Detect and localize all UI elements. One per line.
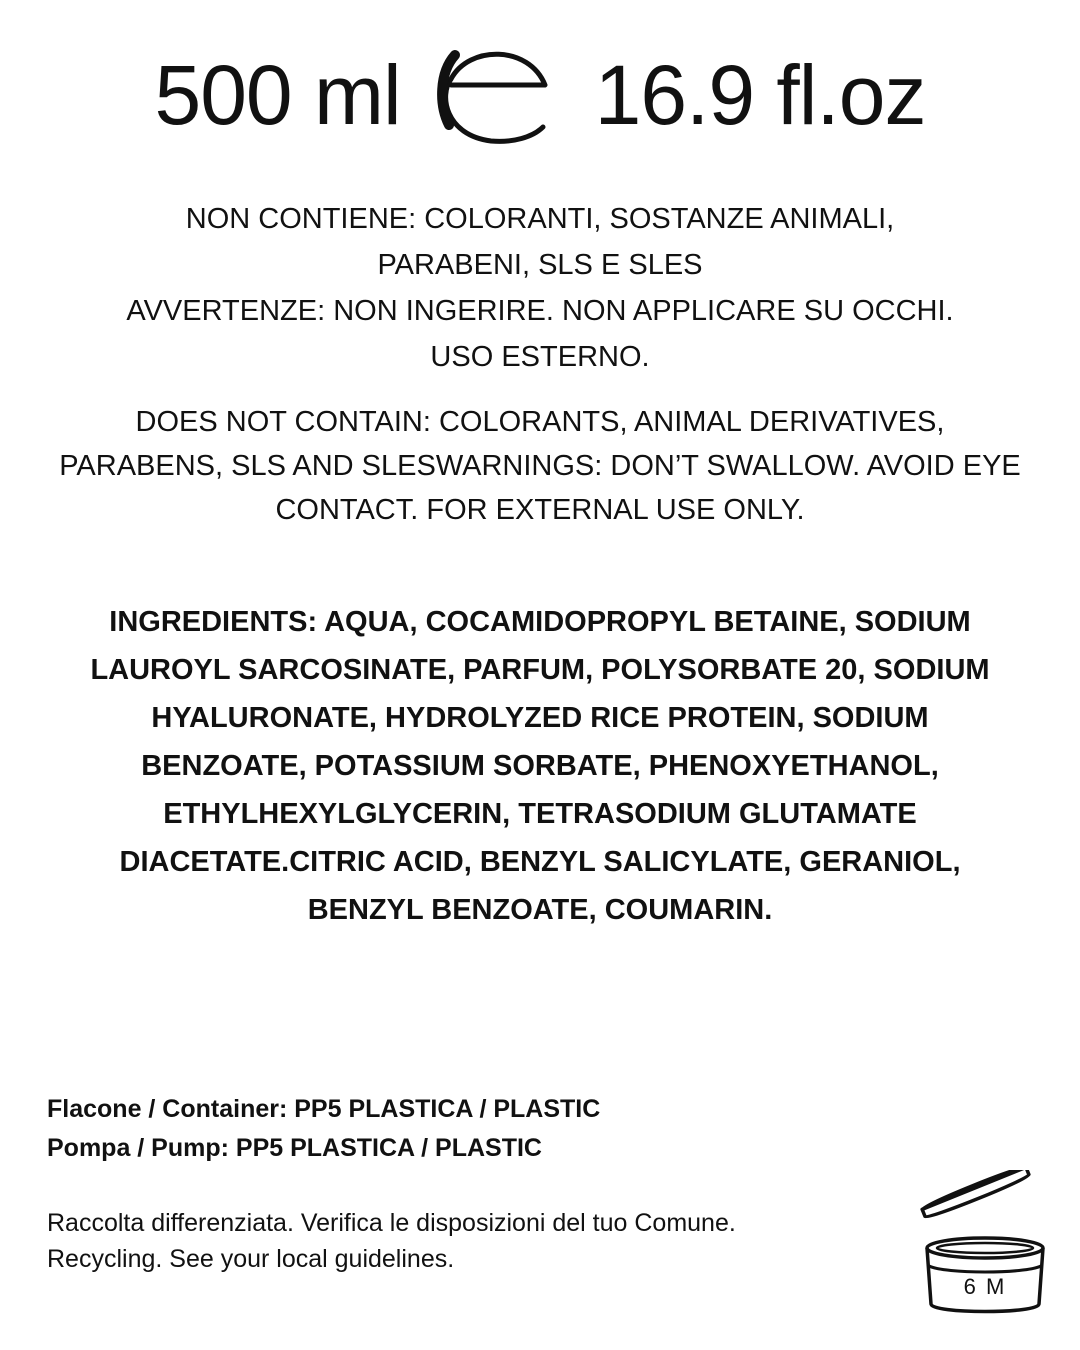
english-warning-line: DOES NOT CONTAIN: COLORANTS, ANIMAL DERIVATIVES, [135,406,945,438]
period-after-opening [915,1170,1055,1320]
ingredients-line: ETHYLHEXYLGLYCERIN, TETRASODIUM GLUTAMATE [163,798,917,830]
english-warnings [20,400,1060,532]
ingredients-line: BENZYL BENZOATE, COUMARIN. [307,894,773,926]
packaging-materials [47,1090,600,1168]
ingredients-line: DIACETATE.CITRIC ACID, BENZYL SALICYLATE, GERANIOL, [119,846,961,878]
ingredients-line: BENZOATE, POTASSIUM SORBATE, PHENOXYETHANOL, [141,750,939,782]
volume-header [0,30,1080,160]
container-material: Flacone / Container: PP5 PLASTICA / PLASTIC [47,1095,601,1123]
ingredients-line: LAUROYL SARCOSINATE, PARFUM, POLYSORBATE 20, SODIUM [90,654,990,686]
ingredients-list [40,598,1040,934]
recycling-line-en: Recycling. See your local guidelines. [47,1245,455,1273]
pao-label: 6 M [963,1274,1007,1299]
ingredients-line: INGREDIENTS: AQUA, COCAMIDOPROPYL BETAINE, SODIUM [109,606,971,638]
italian-warning-line: USO ESTERNO. [430,341,650,373]
estimated-sign-icon [435,43,557,147]
recycling-info [47,1205,736,1277]
ingredients-line: HYALURONATE, HYDROLYZED RICE PROTEIN, SODIUM [151,702,929,734]
volume-metric: 500 ml [154,48,401,142]
english-warning-line: PARABENS, SLS AND SLESWARNINGS: DON’T SWALLOW. AVOID EYE [59,450,1021,482]
italian-warning-line: AVVERTENZE: NON INGERIRE. NON APPLICARE SU OCCHI. [126,295,954,327]
italian-warnings [20,196,1060,380]
recycling-line-it: Raccolta differenziata. Verifica le disposizioni del tuo Comune. [47,1209,736,1237]
volume-imperial: 16.9 fl.oz [594,48,926,142]
english-warning-line: CONTACT. FOR EXTERNAL USE ONLY. [275,494,805,526]
pump-material: Pompa / Pump: PP5 PLASTICA / PLASTIC [47,1134,542,1162]
italian-warning-line: PARABENI, SLS E SLES [377,249,703,281]
italian-warning-line: NON CONTIENE: COLORANTI, SOSTANZE ANIMALI, [185,203,895,235]
